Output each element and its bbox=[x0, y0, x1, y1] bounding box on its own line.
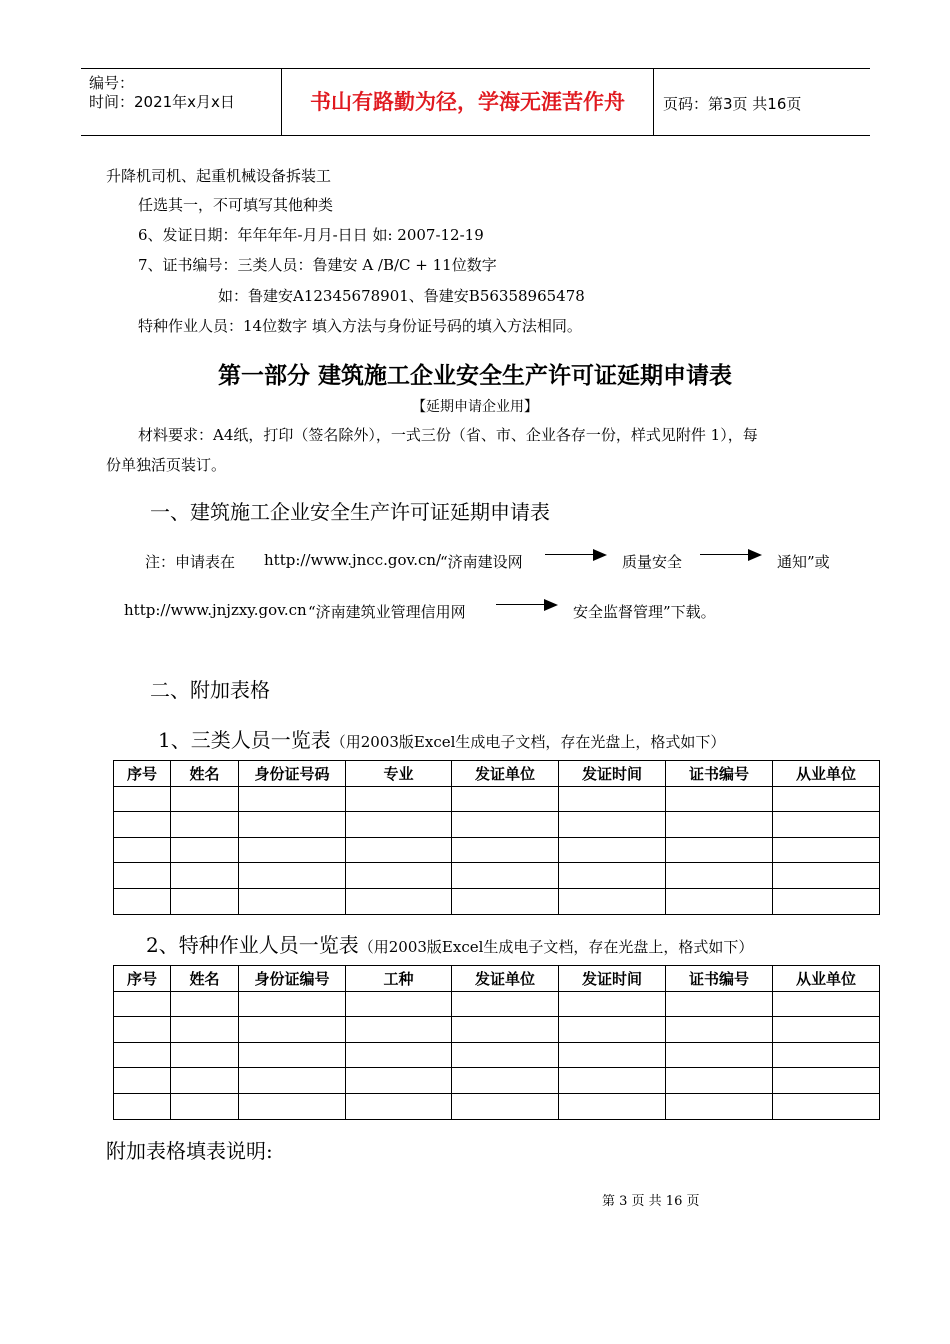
note-step-notice: 通知”或 bbox=[777, 553, 830, 571]
note-site-jncc: “济南建设网 bbox=[440, 553, 523, 571]
header-motto: 书山有路勤为径，学海无涯苦作舟 bbox=[282, 69, 654, 135]
table-row bbox=[114, 1017, 880, 1043]
col-header-issue-date: 发证时间 bbox=[559, 966, 666, 992]
table-1-caption-main: 1、三类人员一览表 bbox=[158, 728, 331, 752]
table-cell[interactable] bbox=[239, 837, 346, 863]
col-header-job-type: 工种 bbox=[346, 966, 452, 992]
table-cell[interactable] bbox=[666, 837, 773, 863]
col-header-issuer: 发证单位 bbox=[452, 761, 559, 787]
table-row bbox=[114, 863, 880, 889]
table-cell[interactable] bbox=[114, 1068, 171, 1094]
table-row bbox=[114, 1093, 880, 1119]
col-header-id-number: 身份证编号 bbox=[239, 966, 346, 992]
col-header-name: 姓名 bbox=[171, 761, 239, 787]
table-cell[interactable] bbox=[114, 837, 171, 863]
table-cell[interactable] bbox=[559, 1093, 666, 1119]
intro-line-4: 7、证书编号：三类人员：鲁建安 A /B/C + 11位数字 bbox=[138, 256, 497, 274]
notes-title: 附加表格填表说明: bbox=[106, 1139, 273, 1163]
table-cell[interactable] bbox=[559, 812, 666, 838]
table-cell[interactable] bbox=[239, 1017, 346, 1043]
table-cell[interactable] bbox=[239, 1068, 346, 1094]
table-cell[interactable] bbox=[773, 1093, 880, 1119]
table-cell[interactable] bbox=[114, 863, 171, 889]
table-cell[interactable] bbox=[171, 991, 239, 1017]
table-cell[interactable] bbox=[114, 786, 171, 812]
table-cell[interactable] bbox=[773, 1068, 880, 1094]
page-footer: 第 3 页 共 16 页 bbox=[602, 1194, 700, 1209]
table-cell[interactable] bbox=[773, 888, 880, 914]
arrow-right-icon bbox=[496, 599, 558, 611]
note-step-safety-supervision: 安全监督管理”下载。 bbox=[573, 603, 716, 621]
table-cell[interactable] bbox=[559, 786, 666, 812]
col-header-name: 姓名 bbox=[171, 966, 239, 992]
table-cell[interactable] bbox=[452, 1017, 559, 1043]
table-cell[interactable] bbox=[559, 991, 666, 1017]
table-2-caption bbox=[146, 929, 753, 958]
table-cell[interactable] bbox=[171, 1042, 239, 1068]
note-prefix: 注：申请表在 bbox=[145, 553, 236, 571]
intro-line-1: 升降机司机、起重机械设备拆装工 bbox=[106, 167, 332, 185]
arrow-right-icon bbox=[700, 549, 762, 561]
note-url-jncc[interactable]: http://www.jncc.gov.cn/ bbox=[264, 551, 442, 569]
table-cell[interactable] bbox=[114, 888, 171, 914]
table-2-caption-main: 2、特种作业人员一览表 bbox=[146, 933, 359, 957]
table-cell[interactable] bbox=[239, 863, 346, 889]
table-cell[interactable] bbox=[171, 1017, 239, 1043]
table-cell[interactable] bbox=[666, 786, 773, 812]
document-number-label: 编号： bbox=[89, 74, 135, 92]
table-cell[interactable] bbox=[666, 1093, 773, 1119]
table-cell[interactable] bbox=[452, 1068, 559, 1094]
note-step-quality-safety: 质量安全 bbox=[622, 553, 683, 571]
table-2-caption-note: （用2003版Excel生成电子文档，存在光盘上，格式如下） bbox=[358, 938, 754, 956]
table-cell[interactable] bbox=[559, 1017, 666, 1043]
intro-line-2: 任选其一，不可填写其他种类 bbox=[138, 196, 334, 214]
table-cell[interactable] bbox=[666, 863, 773, 889]
special-operations-personnel-table bbox=[113, 965, 880, 1120]
col-header-certificate-number: 证书编号 bbox=[666, 761, 773, 787]
table-cell[interactable] bbox=[452, 863, 559, 889]
table-cell[interactable] bbox=[346, 786, 452, 812]
table-cell[interactable] bbox=[346, 863, 452, 889]
col-header-id-number: 身份证号码 bbox=[239, 761, 346, 787]
table-cell[interactable] bbox=[666, 991, 773, 1017]
intro-line-5: 如：鲁建安A12345678901、鲁建安B56358965478 bbox=[218, 287, 585, 305]
table-cell[interactable] bbox=[773, 991, 880, 1017]
table-cell[interactable] bbox=[773, 837, 880, 863]
table-cell[interactable] bbox=[452, 812, 559, 838]
table-cell[interactable] bbox=[114, 991, 171, 1017]
table-cell[interactable] bbox=[773, 863, 880, 889]
table-cell[interactable] bbox=[346, 1042, 452, 1068]
table-cell[interactable] bbox=[452, 786, 559, 812]
section-1-title: 一、建筑施工企业安全生产许可证延期申请表 bbox=[150, 500, 550, 524]
table-cell[interactable] bbox=[559, 1042, 666, 1068]
table-cell[interactable] bbox=[666, 1017, 773, 1043]
col-header-employer: 从业单位 bbox=[773, 966, 880, 992]
part-subtitle: 【延期申请企业用】 bbox=[412, 399, 538, 415]
table-cell[interactable] bbox=[666, 888, 773, 914]
table-cell[interactable] bbox=[114, 1042, 171, 1068]
table-header-row bbox=[114, 966, 880, 992]
header-meta bbox=[81, 69, 282, 135]
table-cell[interactable] bbox=[452, 1093, 559, 1119]
table-cell[interactable] bbox=[346, 1017, 452, 1043]
table-row bbox=[114, 991, 880, 1017]
table-header-row bbox=[114, 761, 880, 787]
table-cell[interactable] bbox=[666, 1042, 773, 1068]
table-cell[interactable] bbox=[559, 837, 666, 863]
header-page-info: 页码：第3页 共16页 bbox=[663, 95, 802, 113]
col-header-issue-date: 发证时间 bbox=[559, 761, 666, 787]
document-date-label: 时间：2021年x月x日 bbox=[89, 93, 235, 111]
table-cell[interactable] bbox=[773, 786, 880, 812]
table-cell[interactable] bbox=[346, 1068, 452, 1094]
intro-line-6: 特种作业人员：14位数字 填入方法与身份证号码的填入方法相同。 bbox=[138, 317, 582, 335]
table-row bbox=[114, 1068, 880, 1094]
col-header-index: 序号 bbox=[114, 761, 171, 787]
table-cell[interactable] bbox=[773, 812, 880, 838]
three-category-personnel-table bbox=[113, 760, 880, 915]
table-cell[interactable] bbox=[171, 812, 239, 838]
section-2-title: 二、附加表格 bbox=[150, 678, 270, 702]
arrow-right-icon bbox=[545, 549, 607, 561]
col-header-index: 序号 bbox=[114, 966, 171, 992]
col-header-issuer: 发证单位 bbox=[452, 966, 559, 992]
table-cell[interactable] bbox=[171, 863, 239, 889]
table-cell[interactable] bbox=[666, 1068, 773, 1094]
table-cell[interactable] bbox=[559, 863, 666, 889]
table-cell[interactable] bbox=[452, 991, 559, 1017]
table-cell[interactable] bbox=[773, 1042, 880, 1068]
table-cell[interactable] bbox=[239, 1093, 346, 1119]
table-cell[interactable] bbox=[346, 837, 452, 863]
table-cell[interactable] bbox=[239, 786, 346, 812]
table-1-caption bbox=[158, 724, 725, 753]
table-cell[interactable] bbox=[171, 1068, 239, 1094]
table-cell[interactable] bbox=[452, 837, 559, 863]
table-cell[interactable] bbox=[239, 812, 346, 838]
table-cell[interactable] bbox=[559, 1068, 666, 1094]
note-site-jnjzxy: “济南建筑业管理信用网 bbox=[308, 603, 466, 621]
table-cell[interactable] bbox=[773, 1017, 880, 1043]
table-cell[interactable] bbox=[171, 786, 239, 812]
table-cell[interactable] bbox=[666, 812, 773, 838]
table-cell[interactable] bbox=[559, 888, 666, 914]
note-url-jnjzxy[interactable]: http://www.jnjzxy.gov.cn bbox=[124, 601, 307, 619]
table-cell[interactable] bbox=[346, 1093, 452, 1119]
table-1-caption-note: （用2003版Excel生成电子文档，存在光盘上，格式如下） bbox=[330, 733, 726, 751]
table-row bbox=[114, 888, 880, 914]
table-row bbox=[114, 1042, 880, 1068]
table-cell[interactable] bbox=[346, 888, 452, 914]
material-requirements-line-2: 份单独活页装订。 bbox=[106, 456, 227, 474]
table-cell[interactable] bbox=[452, 888, 559, 914]
part-title: 第一部分 建筑施工企业安全生产许可证延期申请表 bbox=[217, 363, 732, 389]
table-cell[interactable] bbox=[171, 837, 239, 863]
table-cell[interactable] bbox=[346, 812, 452, 838]
document-header bbox=[81, 68, 870, 136]
table-cell[interactable] bbox=[346, 991, 452, 1017]
table-row bbox=[114, 786, 880, 812]
table-cell[interactable] bbox=[171, 888, 239, 914]
intro-line-3: 6、发证日期：年年年年-月月-日日 如: 2007-12-19 bbox=[138, 226, 484, 244]
table-cell[interactable] bbox=[114, 812, 171, 838]
table-cell[interactable] bbox=[239, 991, 346, 1017]
material-requirements-line-1: 材料要求：A4纸，打印（签名除外），一式三份（省、市、企业各存一份，样式见附件 1），每 bbox=[138, 426, 758, 444]
table-cell[interactable] bbox=[239, 888, 346, 914]
table-row bbox=[114, 837, 880, 863]
col-header-certificate-number: 证书编号 bbox=[666, 966, 773, 992]
table-cell[interactable] bbox=[114, 1093, 171, 1119]
table-row bbox=[114, 812, 880, 838]
table-cell[interactable] bbox=[171, 1093, 239, 1119]
table-cell[interactable] bbox=[239, 1042, 346, 1068]
col-header-employer: 从业单位 bbox=[773, 761, 880, 787]
table-cell[interactable] bbox=[452, 1042, 559, 1068]
table-cell[interactable] bbox=[114, 1017, 171, 1043]
col-header-specialty: 专业 bbox=[346, 761, 452, 787]
